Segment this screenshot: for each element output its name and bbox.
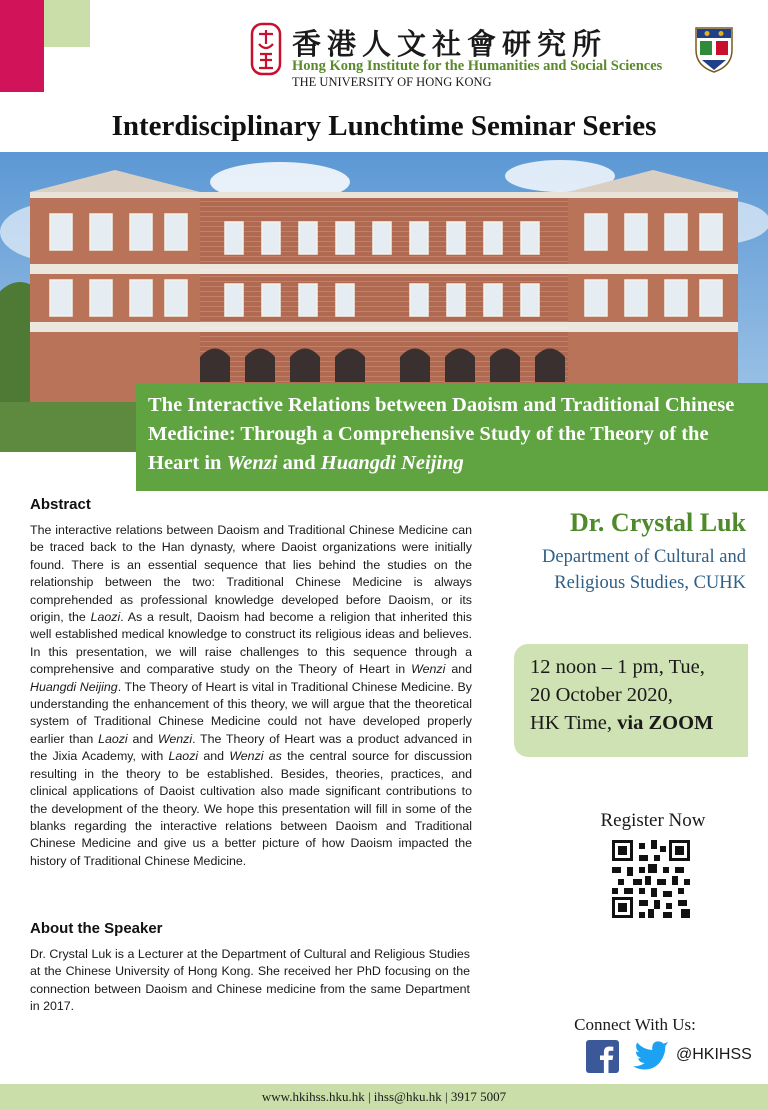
register-now-label: Register Now xyxy=(600,810,706,831)
about-speaker-text: Dr. Crystal Luk is a Lecturer at the Department of Cultural and Religious Studies at the Chinese University of Hong Kong. She received her PhD focusing on the connection between Daoism and Chinese medicine from the same Department in 2017. xyxy=(30,947,470,1014)
series-title: Interdisciplinary Lunchtime Seminar Series xyxy=(111,110,657,142)
abstract-part: and xyxy=(127,731,158,746)
speaker-name: Dr. Crystal Luk xyxy=(569,508,746,537)
speaker-department xyxy=(470,544,746,596)
social-handle: @HKIHSS xyxy=(676,1046,752,1063)
connect-with-us-label: Connect With Us: xyxy=(574,1015,696,1034)
talk-title-huangdi: Huangdi Neijing xyxy=(320,452,464,474)
abstract-italic: Laozi xyxy=(98,731,128,746)
footer-contact-text: www.hkihss.hku.hk | ihss@hku.hk | 3917 5007 xyxy=(261,1089,507,1104)
abstract-italic: Huangdi Neijing xyxy=(30,679,118,694)
qr-code-icon[interactable] xyxy=(612,840,690,918)
abstract-italic: Wenzi xyxy=(157,731,193,746)
talk-title-and: and xyxy=(277,452,321,474)
twitter-icon[interactable] xyxy=(633,1041,669,1071)
abstract-italic: Laozi xyxy=(168,749,199,764)
institute-english-name: Hong Kong Institute for the Humanities and Social Sciences xyxy=(292,58,663,74)
about-speaker-heading: About the Speaker xyxy=(30,920,163,937)
abstract-part: the central source for discussion resulting in the theory to be established. Besides, theories, practices, and clinical applications of Daoist cultivation also made significant contributions to the development of the theory. We hope this presentation will fill in some of the blanks regarding the interactive relations between Daoism and Traditional Chinese Medicine and give us a better picture of how Daoism impacted the history of Traditional Chinese Medicine. xyxy=(30,749,472,868)
institute-chinese-name: 香港人文社會研究所 xyxy=(292,27,608,61)
event-time-box xyxy=(514,644,748,757)
abstract-part: and xyxy=(445,662,472,677)
talk-title-wenzi: Wenzi xyxy=(226,452,278,474)
talk-title xyxy=(148,391,758,478)
event-venue-prefix: HK Time, xyxy=(530,712,618,734)
abstract-italic: Wenzi as xyxy=(229,749,282,764)
abstract-italic: Wenzi xyxy=(411,662,446,677)
facebook-icon[interactable] xyxy=(586,1040,619,1073)
abstract-italic: Laozi xyxy=(90,610,121,625)
seal-logo-icon xyxy=(250,22,282,76)
talk-title-text: The Interactive Relations between Daoism and Traditional Chinese Medicine: Through a Comprehensive Study of the Theory of the Heart in xyxy=(148,394,735,474)
abstract-part: . The Theory of Heart was a product advanced in the Jixia Academy, with xyxy=(30,731,473,764)
speaker-dept-line2: Religious Studies, CUHK xyxy=(554,573,746,593)
university-crest-icon xyxy=(694,24,734,74)
abstract-part: . The Theory of Heart is vital in Traditional Chinese Medicine. By understanding the enhancement of this theory, we will argue that the theoretical system of Traditional Chinese Medicine could not have developed properly earlier than xyxy=(30,679,473,746)
abstract-text xyxy=(30,522,472,870)
abstract-heading: Abstract xyxy=(30,496,91,513)
event-venue xyxy=(530,709,748,737)
university-name: THE UNIVERSITY OF HONG KONG xyxy=(292,75,492,89)
abstract-part: . As a result, Daoism had become a religion that inherited this well established medical knowledge to construct its religious ideas and believes. In this presentation, we will raise challenges to this sequence through a comprehensive and comparative study on the Theory of Heart in xyxy=(30,610,473,677)
event-date: 20 October 2020, xyxy=(530,684,673,706)
speaker-dept-line1: Department of Cultural and xyxy=(542,547,746,567)
pink-accent-block xyxy=(0,0,44,92)
talk-title-box xyxy=(136,383,768,491)
lime-accent-block xyxy=(44,0,90,47)
event-venue-zoom: via ZOOM xyxy=(617,712,714,734)
abstract-part: The interactive relations between Daoism and Traditional Chinese Medicine can be traced back to the Han dynasty, where Daoist organizations were initially found. There is an essential sequence that lies behind the studies on the relationship between the two: Traditional Chinese Medicine is always comprehended as professional knowledge developed before Daoism, or its origin, the xyxy=(30,523,472,625)
event-time: 12 noon – 1 pm, Tue, xyxy=(530,656,705,678)
abstract-part: and xyxy=(198,749,230,764)
